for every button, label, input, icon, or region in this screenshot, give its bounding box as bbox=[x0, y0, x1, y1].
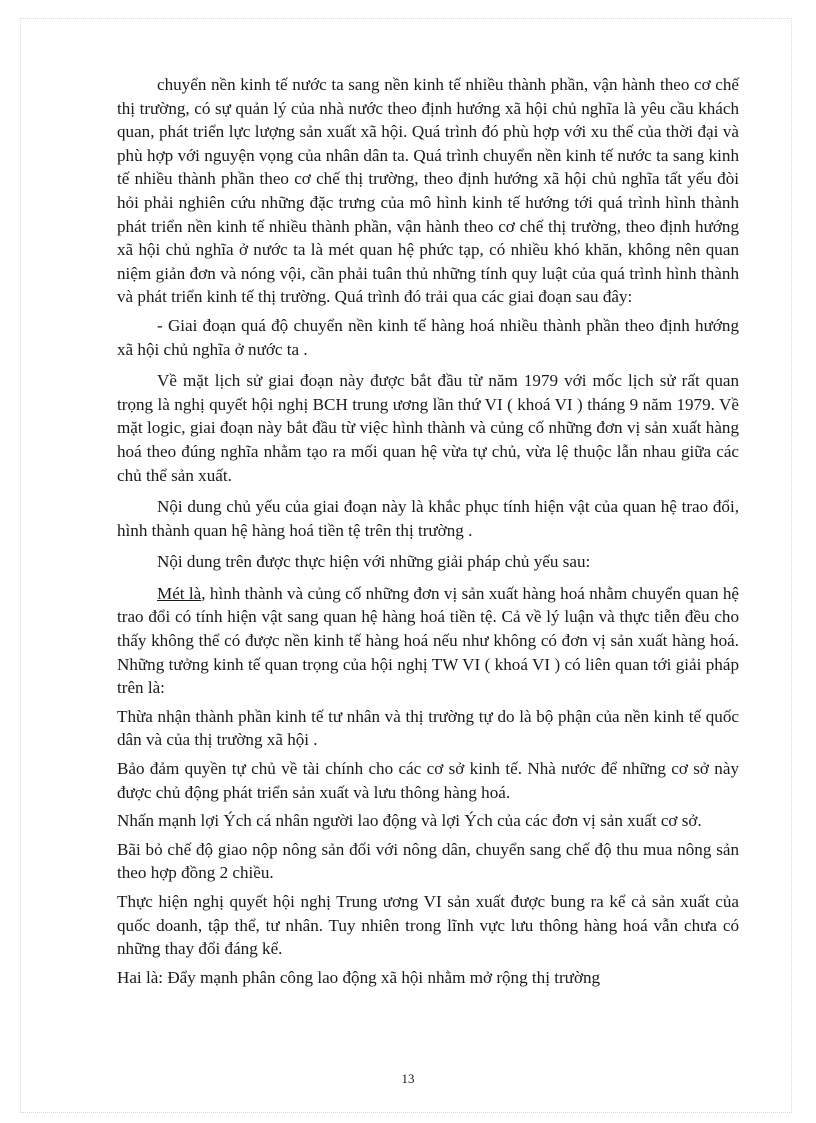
paragraph-2: - Giai đoạn quá độ chuyển nền kinh tế hàng hoá nhiều thành phần theo định hướng xã hội chủ nghĩa ở nước ta . bbox=[117, 315, 739, 359]
paragraph-10: Bãi bỏ chế độ giao nộp nông sản đối với nông dân, chuyển sang chế độ thu mua nông sản theo hợp đồng 2 chiều. bbox=[117, 839, 739, 883]
paragraph-6-text: hình thành và củng cố những đơn vị sản xuất hàng hoá nhằm chuyển quan hệ trao đổi có tính hiện vật sang quan hệ hàng hoá tiền tệ. Cả về lý luận và thực tiễn đều cho thấy không thể có được nền kinh tế hàng hoá nếu như không có đơn vị sản xuất hàng hoá. Những tưởng kinh tế quan trọng của hội nghị TW VI ( khoá VI ) có liên quan tới giải pháp trên là: bbox=[117, 583, 740, 698]
paragraph-6 bbox=[117, 582, 739, 700]
paragraph-4: Nội dung chủ yếu của giai đoạn này là khắc phục tính hiện vật của quan hệ trao đổi, hình thành quan hệ hàng hoá tiền tệ trên thị trường . bbox=[117, 497, 739, 540]
paragraph-7: Thừa nhận thành phần kinh tế tư nhân và thị trường tự do là bộ phận của nền kinh tế quốc dân và của thị trường xã hội . bbox=[117, 706, 739, 750]
paragraph-5: Nội dung trên được thực hiện với những giải pháp chủ yếu sau: bbox=[157, 552, 591, 572]
paragraph-12: Hai là: Đẩy mạnh phân công lao động xã hội nhằm mở rộng thị trường bbox=[117, 967, 601, 987]
page-number: 13 bbox=[401, 1071, 415, 1086]
paragraph-1: chuyển nền kinh tế nước ta sang nền kinh tế nhiều thành phần, vận hành theo cơ chế thị trường, có sự quản lý của nhà nước theo định hướng xã hội chủ nghĩa là yêu cầu khách quan, phát triển lực lượng sản xuất xã hội. Quá trình đó phù hợp với xu thế của thời đại và phù hợp với nguyện vọng của nhân dân ta. Quá trình chuyển nền kinh tế nước ta sang kinh tế nhiều thành phần theo cơ chế thị trường, theo định hướng xã hội chủ nghĩa tất yếu đòi hỏi phải nghiên cứu những đặc trưng của mô hình kinh tế hướng tới quá trình hình thành phát triển nền kinh tế nhiều thành phần, vận hành theo cơ chế thị trường, theo định hướng xã hội chủ nghĩa ở nước ta là mét quan hệ phức tạp, có nhiều khó khăn, không nên quan niệm giản đơn và nóng vội, cần phải tuân thủ những tính quy luật của quá trình hình thành và phát triển kinh tế thị trường. Quá trình đó trải qua các giai đoạn sau đây: bbox=[117, 75, 739, 307]
paragraph-11: Thực hiện nghị quyết hội nghị Trung ương VI sản xuất được bung ra kể cả sản xuất của quốc doanh, tập thể, tư nhân. Tuy nhiên trong lĩnh vực lưu thông hàng hoá vẫn chưa có những thay đổi đáng kể. bbox=[117, 892, 739, 959]
first-label-suffix: , bbox=[201, 583, 210, 603]
paragraph-8: Bảo đảm quyền tự chủ về tài chính cho các cơ sở kinh tế. Nhà nước để những cơ sở này được chủ động phát triển sản xuất và lưu thông hàng hoá. bbox=[117, 759, 739, 802]
paragraph-3: Về mặt lịch sử giai đoạn này được bắt đầu từ năm 1979 với mốc lịch sử rất quan trọng là nghị quyết hội nghị BCH trung ương lần thứ VI ( khoá VI ) tháng 9 năm 1979. Về mặt logic, giai đoạn này bắt đầu từ việc hình thành và củng cố những đơn vị sản xuất hàng hoá theo đúng nghĩa nhằm tạo ra mối quan hệ vừa tự chủ, vừa lệ thuộc lẫn nhau giữa các chủ thể sản xuất. bbox=[117, 371, 739, 485]
first-label: Mét là bbox=[157, 583, 202, 603]
paragraph-9: Nhấn mạnh lợi Ých cá nhân người lao động và lợi Ých của các đơn vị sản xuất cơ sở. bbox=[117, 811, 702, 831]
document-body bbox=[117, 73, 739, 989]
